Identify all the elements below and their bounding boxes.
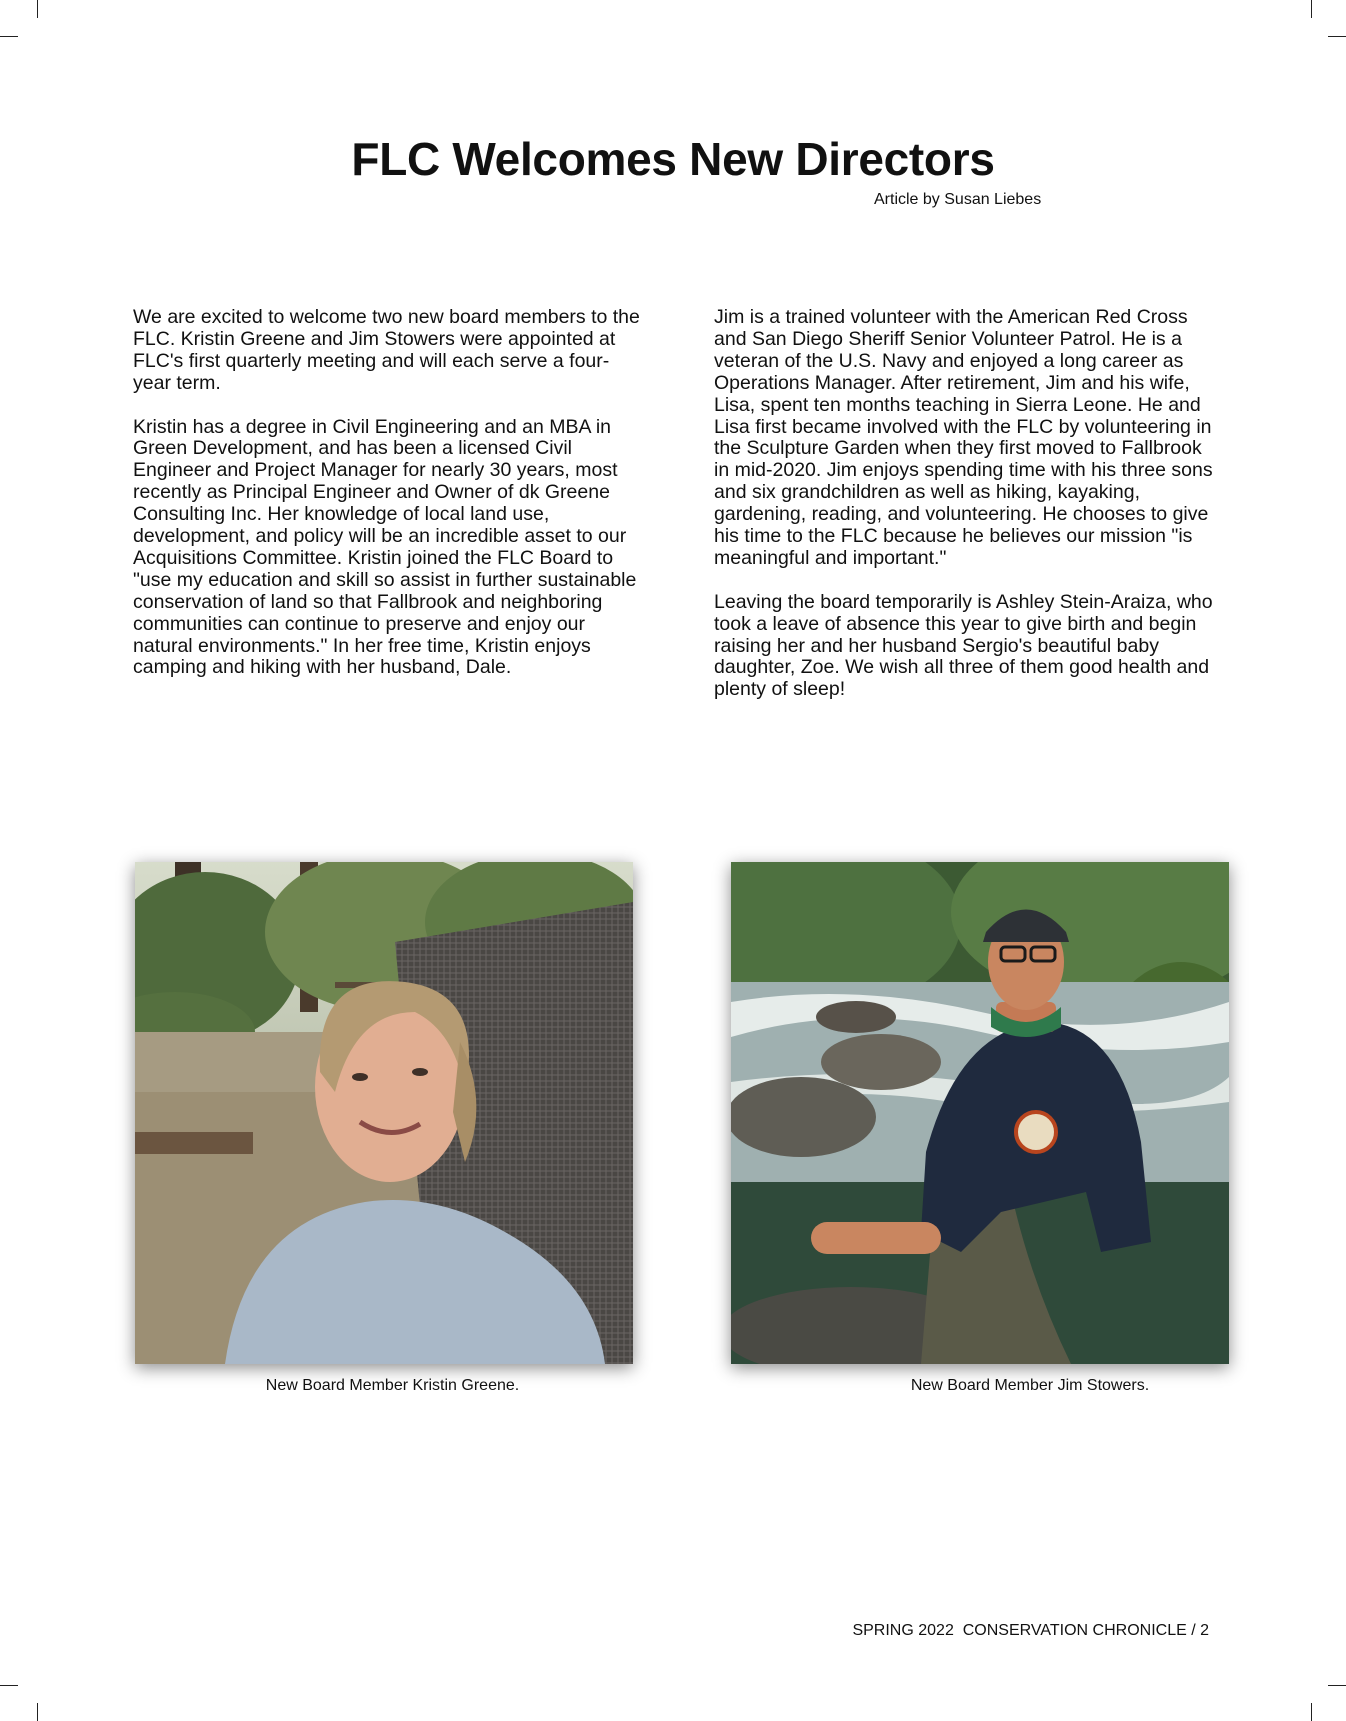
photo-illustration (731, 862, 1229, 1364)
photo-illustration (135, 862, 633, 1364)
article-column-left (133, 307, 645, 701)
crop-mark (37, 0, 38, 18)
paragraph: Kristin has a degree in Civil Engineering and an MBA in Green Development, and has been a licensed Civil Engineer and Project Manager for nearly 30 years, most recently as Principal Engineer and Owner of dk Greene Consulting Inc. Her knowledge of local land use, development, and policy will be an incredible asset to our Acquisitions Committee. Kristin joined the FLC Board to "use my education and skill so assist in further sustainable conservation of land so that Fallbrook and neighboring communities can continue to preserve and enjoy our natural environments." In her free time, Kristin enjoys camping and hiking with her husband, Dale. (133, 415, 637, 679)
article-byline: Article by Susan Liebes (874, 191, 1042, 208)
photo-kristin-greene (135, 862, 633, 1364)
article-column-right (714, 307, 1214, 723)
photo-caption-right: New Board Member Jim Stowers. (910, 1377, 1150, 1394)
photo-jim-stowers (731, 862, 1229, 1364)
crop-mark (37, 1703, 38, 1721)
crop-mark (1328, 36, 1346, 37)
article-title: FLC Welcomes New Directors (351, 133, 995, 185)
crop-mark (0, 36, 18, 37)
paragraph: Jim is a trained volunteer with the American Red Cross and San Diego Sheriff Senior Volunteer Patrol. He is a veteran of the U.S. Navy and enjoyed a long career as Operations Manager. After retirement, Jim and his wife, Lisa, spent ten months teaching in Sierra Leone. He and Lisa first became involved with the FLC by volunteering in the Sculpture Garden when they first moved to Fallbrook in mid-2020. Jim enjoys spending time with his three sons and six grandchildren as well as hiking, kayaking, gardening, reading, and volunteering. He chooses to give his time to the FLC because he believes our mission "is meaningful and important." (714, 306, 1213, 569)
crop-mark (0, 1685, 18, 1686)
crop-mark (1311, 1703, 1312, 1721)
paragraph: Leaving the board temporarily is Ashley Stein-Araiza, who took a leave of absence this year to give birth and begin raising her and her husband Sergio's beautiful baby daughter, Zoe. We wish all three of them good health and plenty of sleep! (714, 590, 1213, 701)
page-footer: SPRING 2022 CONSERVATION CHRONICLE / 2 (852, 1622, 1209, 1639)
photo-caption-left: New Board Member Kristin Greene. (265, 1377, 520, 1394)
paragraph: We are excited to welcome two new board members to the FLC. Kristin Greene and Jim Stowers were appointed at FLC's first quarterly meeting and will each serve a four-year term. (133, 306, 640, 394)
crop-mark (1328, 1685, 1346, 1686)
crop-mark (1311, 0, 1312, 18)
